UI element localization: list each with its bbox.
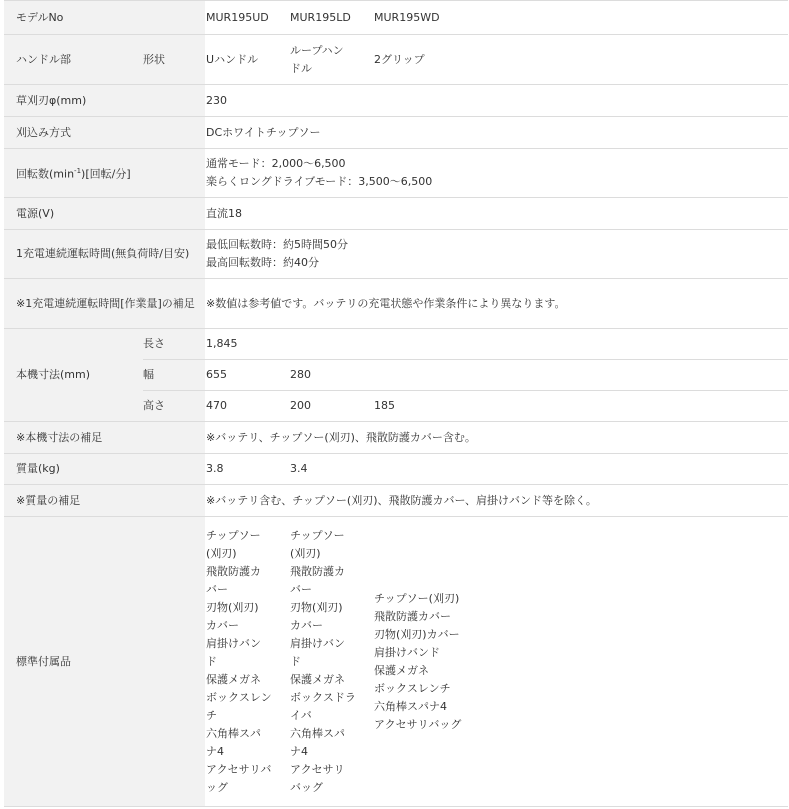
width-ud: 655	[205, 360, 289, 391]
label-runtime: 1充電連続運転時間(無負荷時/目安)	[4, 230, 205, 279]
handle-ud: Uハンドル	[205, 35, 289, 85]
row-model	[4, 1, 788, 35]
model-wd: MUR195WD	[373, 1, 788, 35]
row-dims-length	[4, 329, 788, 360]
power-value: 直流18	[205, 198, 788, 230]
row-runtime-note	[4, 279, 788, 329]
label-handle: ハンドル部	[4, 35, 143, 85]
row-dims-note	[4, 422, 788, 454]
label-power: 電源(V)	[4, 198, 205, 230]
rpm-normal: 通常モード：2,000〜6,500	[206, 157, 346, 170]
sublabel-handle-shape: 形状	[143, 35, 205, 85]
row-mass	[4, 454, 788, 485]
runtime-min: 最低回転数時：約5時間50分	[206, 238, 349, 251]
row-cutting	[4, 117, 788, 149]
label-mass: 質量(kg)	[4, 454, 205, 485]
height-wd: 185	[373, 391, 788, 422]
label-dims-note: ※本機寸法の補足	[4, 422, 205, 454]
label-model: モデルNo	[4, 1, 205, 35]
label-accessories: 標準付属品	[4, 517, 205, 807]
mass-ud: 3.8	[205, 454, 289, 485]
rpm-long-drive: 楽らくロングドライブモード：3,500〜6,500	[206, 175, 433, 188]
accessories-wd: チップソー(刈刃) 飛散防護カバー 刃物(刈刃)カバー 肩掛けバンド 保護メガネ ボックスレンチ 六角棒スパナ4 アクセサリバッグ	[373, 517, 788, 807]
row-power	[4, 198, 788, 230]
accessories-ld: チップソー (刈刃) 飛散防護カ バー 刃物(刈刃) カバー 肩掛けバン ド 保護メガネ ボックスドラ イバ 六角棒スパ ナ4 アクセサリ バッグ	[289, 517, 373, 807]
row-rpm	[4, 149, 788, 198]
mass-ld: 3.4	[289, 454, 788, 485]
label-mass-note: ※質量の補足	[4, 485, 205, 517]
model-ld: MUR195LD	[289, 1, 373, 35]
dims-note-value: ※バッテリ、チップソー(刈刃)、飛散防護カバー含む。	[205, 422, 788, 454]
handle-ld: ループハンドル	[289, 35, 373, 85]
sublabel-width: 幅	[143, 360, 205, 391]
label-cutting: 刈込み方式	[4, 117, 205, 149]
row-blade	[4, 85, 788, 117]
spec-table	[4, 0, 788, 807]
label-blade: 草刈刃φ(mm)	[4, 85, 205, 117]
sublabel-length: 長さ	[143, 329, 205, 360]
row-accessories	[4, 517, 788, 807]
row-runtime	[4, 230, 788, 279]
rpm-value	[205, 149, 788, 198]
runtime-max: 最高回転数時：約40分	[206, 256, 320, 269]
model-ud: MUR195UD	[205, 1, 289, 35]
height-ud: 470	[205, 391, 289, 422]
runtime-note-value: ※数値は参考値です。バッテリの充電状態や作業条件により異なります。	[205, 279, 788, 329]
cutting-value: DCホワイトチップソー	[205, 117, 788, 149]
length-value: 1,845	[205, 329, 788, 360]
row-handle	[4, 35, 788, 85]
label-runtime-note: ※1充電連続運転時間[作業量]の補足	[4, 279, 205, 329]
label-dims: 本機寸法(mm)	[4, 329, 143, 422]
label-rpm: 回転数$(\min^{-1})$[回転/分]	[4, 149, 205, 198]
handle-wd: 2グリップ	[373, 35, 788, 85]
row-mass-note	[4, 485, 788, 517]
sublabel-height: 高さ	[143, 391, 205, 422]
width-ld: 280	[289, 360, 788, 391]
height-ld: 200	[289, 391, 373, 422]
blade-value: 230	[205, 85, 788, 117]
accessories-ud: チップソー (刈刃) 飛散防護カ バー 刃物(刈刃) カバー 肩掛けバン ド 保護メガネ ボックスレン チ 六角棒スパ ナ4 アクセサリバ ッグ	[205, 517, 289, 807]
mass-note-value: ※バッテリ含む、チップソー(刈刃)、飛散防護カバー、肩掛けバンド等を除く。	[205, 485, 788, 517]
runtime-value	[205, 230, 788, 279]
